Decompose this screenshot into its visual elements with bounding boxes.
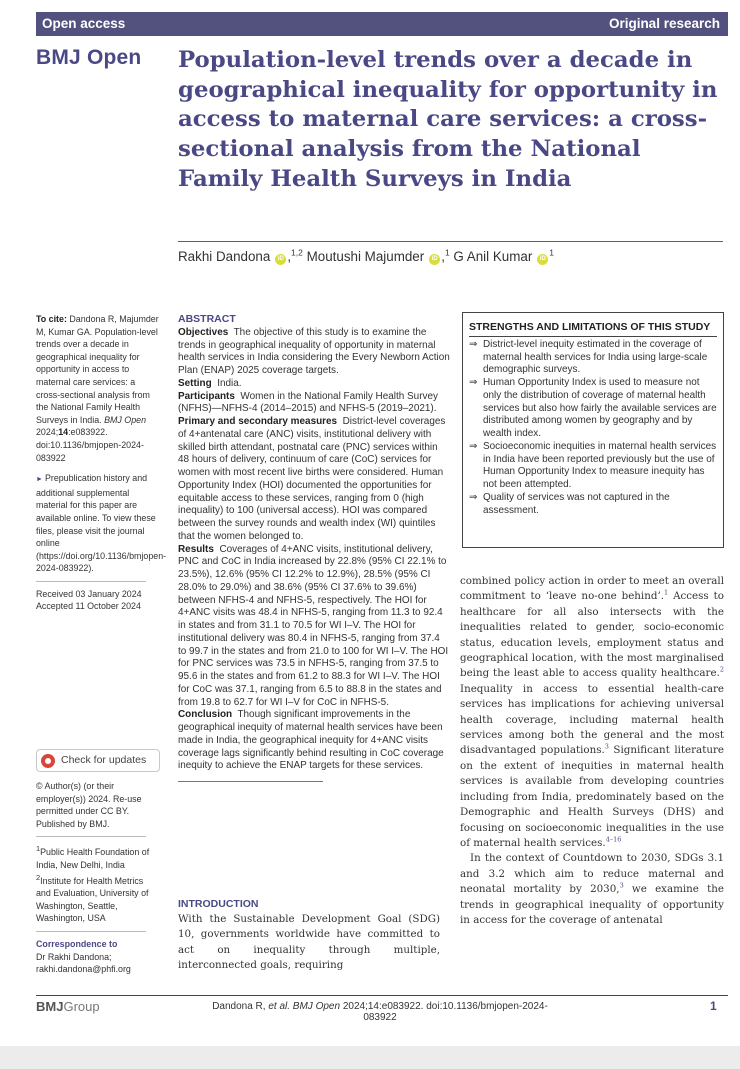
- triangle-icon: ►: [36, 476, 43, 484]
- arrow-icon: ⇒: [469, 377, 478, 388]
- bmj-group-logo: BMJGroup: [36, 999, 100, 1014]
- sidebar: [36, 313, 167, 976]
- viewer-bottom-bar: [0, 1046, 740, 1069]
- reference[interactable]: 3: [604, 743, 609, 752]
- divider: [36, 581, 146, 582]
- affiliation-2: $^2$Institute for Health Metrics and Evaluation, University of Washington, Seattle, Washington, USA: [36, 872, 149, 924]
- cite-block: To cite: Dandona R, Majumder M, Kumar GA. Population-level trends over a decade in geographical inequality for opportunity in access to maternal care services: a cross-sectional analysis from the National Family Health Surveys in India. BMJ Open 2024;14:e083922. doi:10.1136/bmjopen-2024-083922: [36, 314, 159, 463]
- orcid-icon[interactable]: iD: [537, 254, 548, 265]
- abstract-setting: Setting India.: [178, 377, 242, 389]
- author-affiliation: 1: [444, 247, 450, 258]
- article-title: Population-level trends over a decade in geographical inequality for opportunity in access to maternal care services: a cross-sectional analysis from the National Family Health Surveys in India: [178, 47, 718, 192]
- open-access-label: Open access: [42, 16, 126, 31]
- orcid-icon[interactable]: iD: [429, 254, 440, 265]
- list-item: ⇒ Human Opportunity Index is used to measure not only the distribution of coverage of maternal health services but also how fairly the available services are distributed among women by geography and by wealth index.: [469, 377, 717, 439]
- author-list: Rakhi Dandona iD ,$^{1,2}$ Moutushi Majumder iD ,$^1$ G Anil Kumar $iD^1$: [178, 247, 555, 264]
- strengths-limitations-box: [462, 312, 724, 548]
- reference[interactable]: 3: [619, 881, 624, 890]
- received-date: Received 03 January 2024: [36, 588, 142, 599]
- correspondence-label: Correspondence to: [36, 938, 118, 949]
- crossmark-icon: [41, 754, 55, 768]
- prepub-note: ► Prepublication history and additional supplemental material for this paper are available online. To view these files, please visit the journal online (https://doi.org/10.1136/bmjopen-2024-083922).: [36, 473, 167, 574]
- abstract-measures: Primary and secondary measures District-level coverages of 4+antenatal care (ANC) visits, institutional delivery with skilled birth attendant, postnatal care (PNC) services within 48 hours of delivery, continuum of care (CoC) services for women with most recent live births were considered. Human Opportunity Index (HOI) documented the opportunities for equitable access to these services, ranging from 0 (high inequality) to 100 (universal access). HOI was compared between the survey rounds and wealth index (WI) quintiles that the women belonged to.: [178, 416, 446, 542]
- accepted-date: Accepted 11 October 2024: [36, 601, 141, 612]
- copyright-note: © Author(s) (or their employer(s)) 2024. Re-use permitted under CC BY. Published by BMJ.: [36, 781, 142, 829]
- affiliation-1: $^1$Public Health Foundation of India, New Delhi, India: [36, 844, 150, 870]
- paragraph: combined policy action in order to meet an overall commitment to ‘leave no-one behind’.$^1$ Access to healthcare for all also intersects with the inequalities related to gender, socio-economic status, education levels, employment status and geographical location, with the most marginalised being the least able to access quality healthcare.$^2$ Inequality in access to essential health-care services has implications for achieving universal health coverage, including maternal health services among both the general and the most disadvantaged populations.$^3$ Significant literature on the extent of inequities in maternal health services is available from developing countries including from India, predominately based on the Demographic and Health Surveys (DHS) and focusing on socioeconomic inequalities in the use of maternal health services.$^{4-16}$: [460, 575, 724, 849]
- author-affiliation: 1,2: [291, 247, 303, 258]
- box-title: STRENGTHS AND LIMITATIONS OF THIS STUDY: [469, 321, 717, 337]
- introduction-text-right: [460, 574, 724, 928]
- arrow-icon: ⇒: [469, 440, 478, 452]
- arrow-icon: ⇒: [469, 338, 478, 350]
- abstract-end-rule: [178, 781, 323, 782]
- abstract-heading: ABSTRACT: [178, 313, 236, 325]
- author-name: Rakhi Dandona: [178, 249, 271, 264]
- cite-doi: :e083922. doi:10.1136/bmjopen-2024-083922: [36, 427, 144, 463]
- title-divider: [178, 241, 723, 242]
- journal-brand: BMJ Open: [36, 46, 142, 69]
- correspondence-name: Dr Rakhi Dandona;: [36, 951, 112, 962]
- reference[interactable]: 4–16: [605, 835, 622, 844]
- abstract-results: Results Coverages of 4+ANC visits, institutional delivery, PNC and CoC in India increased by 22.8% (95% CI 22.1% to 23.5%), 12.6% (95% CI 12.2% to 12.9%), 28.5% (95% CI 28.0% to 29.0%) and 38.6% (95% CI 37.6% to 39.6%) between NFHS-4 and NFHS-5, respectively. The HOI for 4+ANC visits was 48.4 in NFHS-5, ranging from 11.3 to 92.4 in states and from 31.1 to 70.5 for WI I–V. The HOI for institutional delivery was 80.4 in NFHS-5, ranging from 37.4 to 99.7 in the states and from 21.0 to 100 for WI I–V. The HOI for PNC services was 73.5 in NFHS-5, ranging from 37.5 to 95.6 in the states and from 61.2 to 88.3 for WI I–V. The HOI for CoC was 37.1, ranging from 6.5 to 88.8 in the states and from 19.8 to 62.7 for WI I–V for CoC in NFHS-5.: [178, 543, 449, 708]
- abstract-objectives: Objectives The objective of this study is to examine the trends in geographical inequality of opportunity in maternal health services in India considering the Every Newborn Action Plan (ENAP) 2025 coverage targets.: [178, 326, 450, 376]
- abstract-conclusion: Conclusion Though significant improvements in the geographical inequity of maternal health services have been made in India, the geographical inequity for 4+ANC visits coverage lags significantly behind resulting in CoC coverage inequity to achieve the ENAP targets for these services.: [178, 709, 444, 772]
- reference[interactable]: 2: [719, 666, 724, 675]
- divider: [36, 836, 146, 837]
- arrow-icon: ⇒: [469, 491, 478, 503]
- author-name: G Anil Kumar: [453, 249, 533, 264]
- author-affiliation: 1: [549, 247, 555, 258]
- top-bar: [36, 12, 728, 36]
- list-item: ⇒ District-level inequity estimated in the coverage of maternal health services for India using large-scale demographic surveys.: [469, 338, 708, 376]
- orcid-icon[interactable]: iD: [275, 254, 286, 265]
- page-number: 1: [710, 999, 717, 1013]
- divider: [36, 931, 146, 932]
- check-for-updates-button[interactable]: Check for updates: [36, 749, 160, 772]
- cite-journal: BMJ Open: [104, 414, 147, 425]
- cite-label: To cite:: [36, 314, 67, 324]
- article-type-label: Original research: [608, 16, 720, 31]
- paragraph: In the context of Countdown to 2030, SDGs 3.1 and 3.2 which aim to reduce maternal and neonatal mortality by 2030,$^3$ we examine the trends in geographical inequality of opportunity in access for the coverage of antenatal: [460, 852, 724, 926]
- list-item: ⇒ Socioeconomic inequities in maternal health services in India have been reported previously but the use of Human Opportunity Index to measure inequity has not been attempted.: [469, 440, 717, 490]
- abstract: [178, 313, 450, 782]
- introduction-heading: INTRODUCTION: [178, 898, 259, 910]
- footer-divider: [36, 995, 728, 996]
- cite-text: Dandona R, Majumder M, Kumar GA. Population-level trends over a decade in geographical inequality for opportunity in access to maternal care services: a cross-sectional analysis from the National Family Health Surveys in India.: [36, 314, 159, 425]
- reference[interactable]: 1: [664, 588, 669, 597]
- correspondence-email[interactable]: rakhi.dandona@phfi.org: [36, 964, 131, 975]
- footer-citation: Dandona R, et al. BMJ Open 2024;14:e083922. doi:10.1136/bmjopen-2024-083922: [212, 1001, 548, 1023]
- abstract-participants: Participants Women in the National Family Health Survey (NFHS)—NFHS-4 (2014–2015) and NFHS-5 (2019–2021).: [178, 390, 438, 415]
- author-name: Moutushi Majumder: [306, 249, 425, 264]
- introduction-text-left: With the Sustainable Development Goal (SDG) 10, governments worldwide have committed to act on inequality through multiple, interconnected goals, requiring: [178, 913, 440, 972]
- list-item: ⇒ Quality of services was not captured in the assessment.: [469, 491, 670, 516]
